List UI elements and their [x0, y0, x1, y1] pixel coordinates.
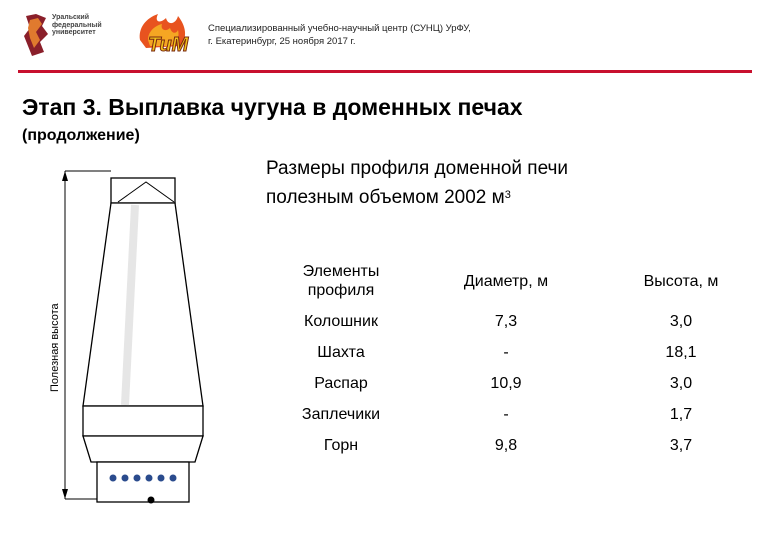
table-header-row [276, 256, 756, 306]
table-row [276, 337, 756, 368]
table-cell: 1,7 [669, 405, 693, 423]
taphole-dot [148, 497, 155, 504]
slide-subtitle: (продолжение) [22, 127, 140, 144]
table-cell: 9,8 [494, 436, 518, 454]
table-cell: 7,3 [494, 312, 518, 330]
table-row [276, 430, 756, 461]
arrow-down-icon [62, 489, 68, 499]
figure-caption [266, 154, 568, 212]
table-cell: Горн [323, 436, 359, 454]
urfu-logo-line: федеральный [52, 21, 102, 29]
header-divider [18, 70, 752, 73]
table-cell: 3,7 [669, 436, 693, 454]
urfu-logo-line: Уральский [52, 14, 90, 21]
caption-line-2-text: полезным объемом 2002 м [266, 187, 505, 208]
table-row [276, 306, 756, 337]
table-cell: Шахта [317, 343, 365, 361]
arrow-up-icon [62, 171, 68, 181]
table-cell: - [503, 343, 509, 361]
table-cell: 3,0 [669, 312, 693, 330]
urfu-logo-text [52, 14, 102, 37]
table-cell: 18,1 [665, 343, 697, 361]
header-line-1: Специализированный учебно-научный центр (СУНЦ) УрФУ, [208, 23, 471, 34]
caption-line-2 [266, 183, 568, 212]
furnace-shaft [83, 203, 203, 406]
table-cell: - [503, 405, 509, 423]
table-cell: Колошник [304, 312, 378, 330]
table-cell: 3,0 [669, 374, 693, 392]
furnace-belly [83, 406, 203, 436]
header-line-2: г. Екатеринбург, 25 ноября 2017 г. [208, 36, 356, 47]
furnace-diagram [55, 160, 225, 510]
furnace-bosh [83, 436, 203, 462]
urfu-logo-line: университет [52, 29, 96, 36]
header-text [208, 22, 471, 48]
table-cell: Распар [314, 374, 368, 392]
column-header: Диаметр, м [463, 272, 549, 290]
column-header: Высота, м [643, 272, 719, 290]
table-cell: 10,9 [490, 374, 522, 392]
slide-title: Этап 3. Выплавка чугуна в доменных печах [22, 94, 523, 120]
furnace-throat [111, 178, 175, 203]
column-header: Элементы профиля [302, 263, 380, 299]
caption-superscript: 3 [504, 189, 511, 201]
furnace-hearth [97, 462, 189, 502]
urfu-logo-icon [22, 12, 52, 58]
profile-dimensions-table [276, 256, 756, 461]
table-row [276, 368, 756, 399]
table-cell: Заплечики [301, 405, 381, 423]
tim-logo [136, 10, 192, 62]
height-dimension-label: Полезная высота [49, 303, 61, 392]
tim-logo-text: ТиМ [148, 34, 189, 56]
caption-line-1: Размеры профиля доменной печи [266, 158, 569, 179]
table-row [276, 399, 756, 430]
